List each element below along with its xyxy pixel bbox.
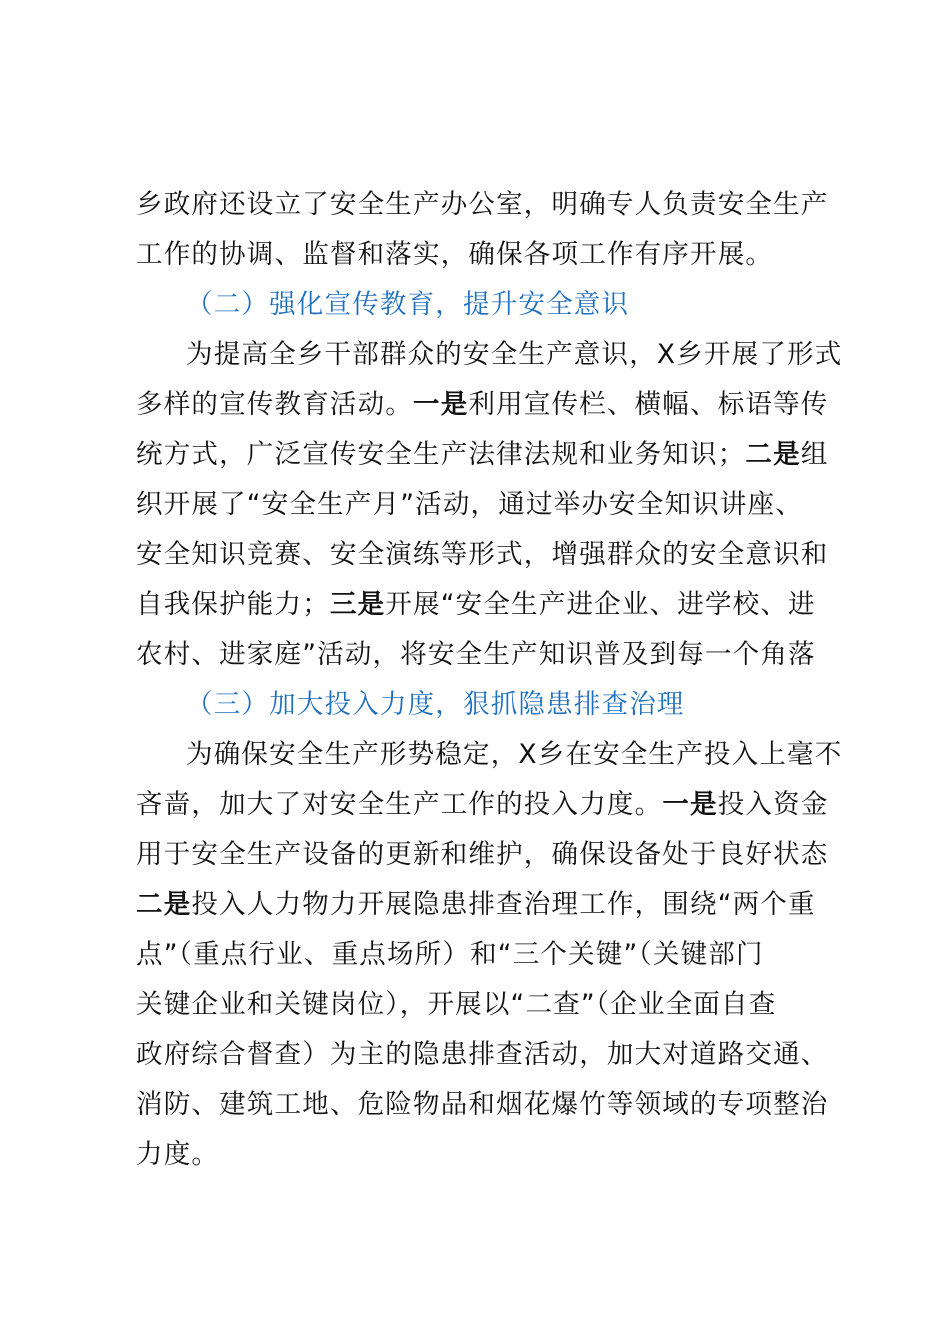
paragraph-line [136, 530, 836, 580]
text-run: 工作的协调、监督和落实，确保各项工作有序开展。 [136, 239, 774, 270]
heading-text: （三）加大投入力度，狠抓隐患排查治理 [186, 689, 685, 720]
text-run: 为提高全乡干部群众的安全生产意识，X乡开展了形式 [186, 339, 843, 370]
paragraph-line [136, 1080, 836, 1130]
emphasis-text: 一是 [662, 789, 718, 820]
text-run: 农村、进家庭”活动，将安全生产知识普及到每一个角落 [136, 639, 816, 670]
paragraph-line [136, 830, 836, 880]
paragraph-line [136, 880, 836, 930]
paragraph-line [136, 480, 836, 530]
text-run: 力度。 [136, 1139, 220, 1170]
heading-text: （二）强化宣传教育，提升安全意识 [186, 289, 630, 320]
text-run: 关键企业和关键岗位），开展以“二查”（企业全面自查 [136, 989, 777, 1020]
text-run: 投入资金 [717, 789, 829, 820]
text-run: 点”（重点行业、重点场所）和“三个关键”（关键部门 [136, 939, 764, 970]
text-run: 开展“安全生产进企业、进学校、进 [385, 589, 816, 620]
paragraph-line [186, 330, 886, 380]
paragraph-line [136, 430, 836, 480]
text-run: 吝啬，加大了对安全生产工作的投入力度。 [136, 789, 663, 820]
paragraph-line [136, 630, 836, 680]
text-run: 安全知识竞赛、安全演练等形式，增强群众的安全意识和 [136, 539, 829, 570]
text-run: 用于安全生产设备的更新和维护，确保设备处于良好状态 [136, 839, 829, 870]
emphasis-text: 二是 [136, 889, 192, 920]
paragraph-line [136, 980, 836, 1030]
paragraph-line [136, 230, 836, 280]
text-run: 为确保安全生产形势稳定，X乡在安全生产投入上毫不 [186, 739, 843, 770]
text-run: 乡政府还设立了安全生产办公室，明确专人负责安全生产 [136, 189, 829, 220]
paragraph-line [136, 180, 836, 230]
paragraph-line [136, 780, 836, 830]
paragraph-line [136, 580, 836, 630]
emphasis-text: 二是 [745, 439, 801, 470]
paragraph-line [136, 380, 836, 430]
section-heading [186, 280, 886, 330]
text-run: 组 [800, 439, 829, 470]
text-run: 投入人力物力开展隐患排查治理工作，围绕“两个重 [191, 889, 816, 920]
text-run: 统方式，广泛宣传安全生产法律法规和业务知识； [136, 439, 746, 470]
paragraph-line [136, 1030, 836, 1080]
text-run: 织开展了“安全生产月”活动，通过举办安全知识讲座、 [136, 489, 803, 520]
paragraph-line [136, 930, 836, 980]
text-run: 自我保护能力； [136, 589, 330, 620]
emphasis-text: 三是 [329, 589, 386, 620]
paragraph-line [186, 730, 886, 780]
text-run: 多样的宣传教育活动。 [136, 389, 413, 420]
text-run: 利用宣传栏、横幅、标语等传 [468, 389, 829, 420]
section-heading [186, 680, 886, 730]
text-run: 政府综合督查）为主的隐患排查活动，加大对道路交通、 [136, 1039, 829, 1070]
paragraph-line [136, 1130, 836, 1180]
emphasis-text: 一是 [413, 389, 469, 420]
text-run: 消防、建筑工地、危险物品和烟花爆竹等领域的专项整治 [136, 1089, 829, 1120]
